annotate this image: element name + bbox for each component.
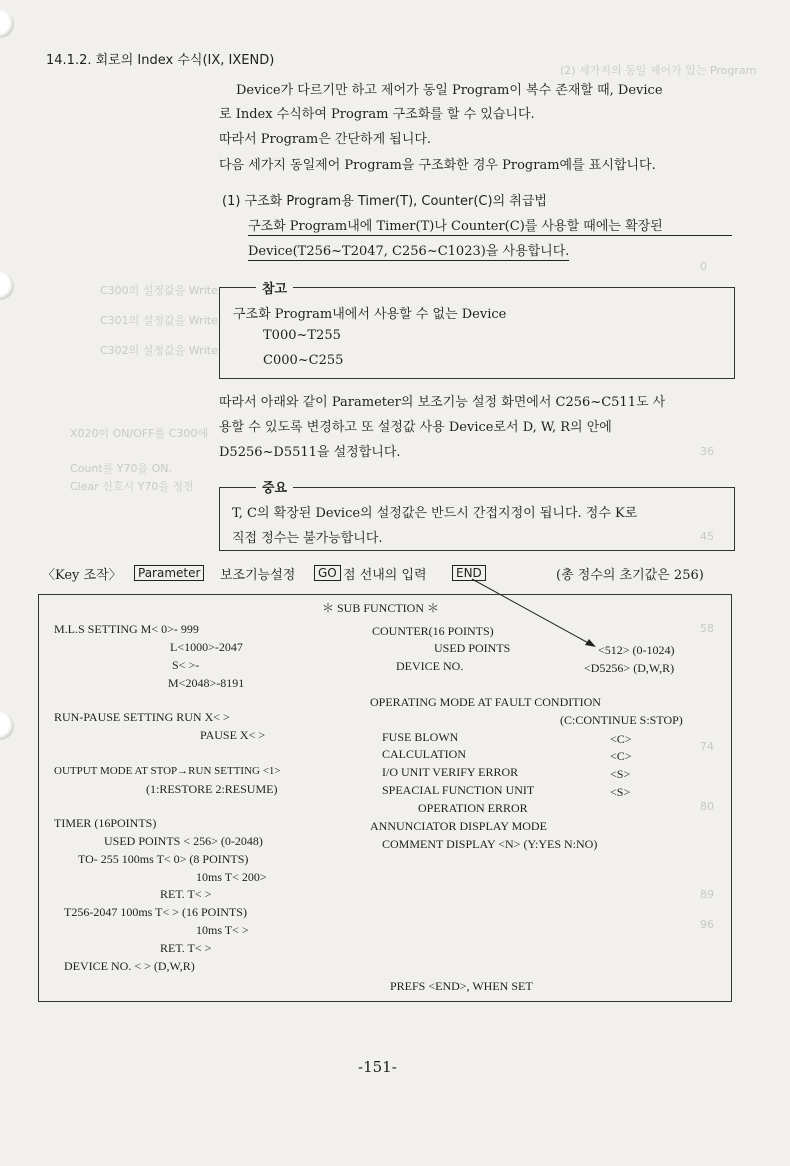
screen-text: 10ms T< > (196, 923, 249, 937)
note-line: T000~T255 (263, 328, 341, 343)
intro-line: 로 Index 수식하여 Program 구조화를 할 수 있습니다. (219, 107, 535, 122)
subsection-line: Device(T256~T2047, C256~C1023)을 사용합니다. (248, 240, 569, 261)
screen-text: <C> (610, 749, 632, 763)
screen-text: CALCULATION (382, 747, 466, 761)
note-title: 중요 (256, 477, 293, 496)
screen-text: DEVICE NO. < > (D,W,R) (64, 959, 195, 973)
intro-line: 다음 세가지 동일제어 Program을 구조화한 경우 Program예를 표시합니다. (219, 158, 656, 173)
screen-text: <D5256> (D,W,R) (584, 661, 675, 675)
key-go: GO (314, 562, 341, 581)
screen-text: ANNUNCIATOR DISPLAY MODE (370, 819, 547, 833)
screen-text: OPERATING MODE AT FAULT CONDITION (370, 695, 601, 709)
note-line: 구조화 Program내에서 사용할 수 없는 Device (233, 307, 507, 322)
key-op-label: 〈Key 조작〉 (42, 568, 122, 583)
key-op-text: 점 선내의 입력 (343, 568, 427, 583)
screen-text: 10ms T< 200> (196, 870, 267, 884)
screen-text: COMMENT DISPLAY <N> (Y:YES N:NO) (382, 837, 598, 851)
screen-text: T256-2047 100ms T< > (16 POINTS) (64, 905, 247, 919)
body-line: 따라서 아래와 같이 Parameter의 보조기능 설정 화면에서 C256~C511도 사 (219, 395, 666, 410)
screen-text: RET. T< > (160, 887, 212, 901)
screen-text: <S> (610, 767, 631, 781)
screen-text: RET. T< > (160, 941, 212, 955)
screen-text: (1:RESTORE 2:RESUME) (146, 782, 278, 796)
screen-text: SPEACIAL FUNCTION UNIT (382, 783, 535, 797)
key-op-text: 보조기능설정 (220, 568, 296, 583)
screen-text: USED POINTS (434, 641, 511, 655)
screen-text: OPERATION ERROR (418, 801, 528, 815)
screen-text: TIMER (16POINTS) (54, 816, 157, 830)
key-op-note: (총 정수의 초기값은 256) (556, 568, 704, 583)
screen-text: COUNTER(16 POINTS) (372, 624, 494, 638)
screen-text: I/O UNIT VERIFY ERROR (382, 765, 519, 779)
screen-text: DEVICE NO. (396, 659, 464, 673)
body-line: 용할 수 있도록 변경하고 또 설정값 사용 Device로서 D, W, R의 안에 (219, 420, 612, 435)
screen-text: S< >- (172, 658, 200, 672)
screen-text: RUN-PAUSE SETTING RUN X< > (54, 710, 230, 724)
note-line: 직접 정수는 불가능합니다. (232, 531, 383, 546)
note-line: T, C의 확장된 Device의 설정값은 반드시 간접지정이 됩니다. 정수 K로 (232, 506, 638, 521)
screen-text: USED POINTS < 256> (0-2048) (104, 834, 263, 848)
subsection-line: 구조화 Program내에 Timer(T)나 Counter(C)를 사용할 때에는 확장된 (248, 215, 732, 236)
section-heading: 14.1.2. 회로의 Index 수식(IX, IXEND) (46, 53, 275, 68)
subsection-heading: (1) 구조화 Program용 Timer(T), Counter(C)의 취급법 (222, 194, 547, 209)
note-title: 참고 (256, 278, 293, 297)
screen-text: TO- 255 100ms T< 0> (8 POINTS) (78, 852, 249, 866)
intro-line: 따라서 Program은 간단하게 됩니다. (219, 132, 432, 147)
screen-text: OUTPUT MODE AT STOP→RUN SETTING <1> (54, 765, 281, 777)
screen-text: M<2048>-8191 (168, 676, 245, 690)
screen-text: (C:CONTINUE S:STOP) (560, 713, 683, 727)
page-number: -151- (358, 1058, 397, 1076)
screen-text: L<1000>-2047 (170, 640, 243, 654)
screen-text: <S> (610, 785, 631, 799)
screen-text: PAUSE X< > (200, 728, 266, 742)
screen-text: <512> (0-1024) (598, 643, 675, 657)
screen-text: <C> (610, 732, 632, 746)
screen-text: FUSE BLOWN (382, 730, 459, 744)
key-end: END (452, 562, 486, 581)
screen-text: M.L.S SETTING M< 0>- 999 (54, 622, 199, 636)
binding-hole (0, 712, 14, 740)
key-parameter: Parameter (134, 562, 204, 581)
body-line: D5256~D5511을 설정합니다. (219, 445, 401, 460)
note-line: C000~C255 (263, 353, 344, 368)
intro-line: Device가 다르기만 하고 제어가 동일 Program이 복수 존재할 때, Device (236, 83, 663, 98)
screen-title: ＊ SUB FUNCTION ＊ (322, 601, 440, 615)
screen-text: PREFS <END>, WHEN SET (390, 979, 533, 993)
